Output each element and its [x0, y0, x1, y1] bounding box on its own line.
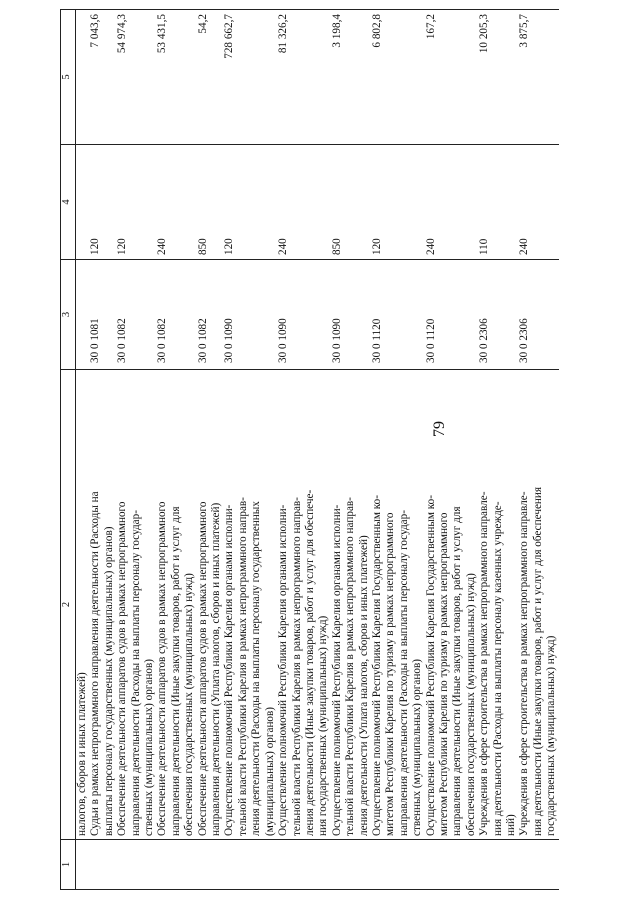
row-code-cell: 30 0 1082 [156, 260, 196, 370]
table-row [76, 10, 90, 890]
row-amount-cell: 54 974,3 [116, 10, 156, 145]
column-header: 4 [61, 145, 76, 260]
row-name-cell: Обеспечение деятельности аппаратов судов в рамках непрограммного направления деятельности (Расходы на выплаты персоналу государ- ственных (муниципальных) органов) [116, 370, 156, 840]
row-amount-cell: 53 431,5 [156, 10, 196, 145]
column-header: 3 [61, 260, 76, 370]
row-amount-cell: 3 875,7 [518, 10, 558, 145]
row-type-cell: 120 [223, 145, 277, 260]
row-code-cell: 30 0 1120 [371, 260, 425, 370]
row-code-cell: 30 0 2306 [478, 260, 518, 370]
row-code-cell: 30 0 1090 [223, 260, 277, 370]
row-type-cell: 120 [371, 145, 425, 260]
row-type-cell: 850 [331, 145, 371, 260]
row-code-cell [76, 260, 90, 370]
row-amount-cell: 3 198,4 [331, 10, 371, 145]
row-name-cell: Осуществление полномочий Республики Карелия органами исполни- тельной власти Республики Карелия в рамках непрограммного направ- ления деятельности (Уплата налогов, сборов и иных платежей) [331, 370, 371, 840]
row-name-cell: Учреждения в сфере строительства в рамках непрограммного направле- ния деятельности (Расходы на выплаты персоналу казенных учрежде- ний) [478, 370, 518, 840]
table-row [277, 10, 331, 890]
row-type-cell: 110 [478, 145, 518, 260]
row-amount-cell: 167,2 [425, 10, 479, 145]
row-amount-cell: 728 662,7 [223, 10, 277, 145]
row-type-cell: 240 [277, 145, 331, 260]
row-type-cell: 120 [116, 145, 156, 260]
table-row [156, 10, 196, 890]
row-amount-cell: 10 205,3 [478, 10, 518, 145]
row-code-cell: 30 0 1082 [116, 260, 156, 370]
row-code-cell: 30 0 1090 [277, 260, 331, 370]
column-header: 2 [61, 370, 76, 840]
row-index-cell [371, 840, 425, 890]
row-code-cell: 30 0 1081 [89, 260, 116, 370]
row-index-cell [156, 840, 196, 890]
row-amount-cell: 54,2 [197, 10, 224, 145]
column-header: 1 [61, 840, 76, 890]
table-row [89, 10, 116, 890]
budget-table [60, 9, 559, 890]
row-name-cell: Осуществление полномочий Республики Карелия органами исполни- тельной власти Республики Карелия в рамках непрограммного направ- ления деятельности (Расходы на выплаты персоналу государственных (муниципальных) органов) [223, 370, 277, 840]
row-code-cell: 30 0 1090 [331, 260, 371, 370]
table-body [76, 10, 559, 890]
row-amount-cell: 6 802,8 [371, 10, 425, 145]
row-index-cell [331, 840, 371, 890]
row-index-cell [116, 840, 156, 890]
row-type-cell: 240 [425, 145, 479, 260]
row-index-cell [478, 840, 518, 890]
row-type-cell: 850 [197, 145, 224, 260]
table-row [116, 10, 156, 890]
row-type-cell: 120 [89, 145, 116, 260]
table-row [371, 10, 425, 890]
table-row [478, 10, 518, 890]
row-type-cell [76, 145, 90, 260]
row-name-cell: Осуществление полномочий Республики Карелия Государственным ко- митетом Республики Карелия по туризму в рамках непрограммного направления деятельности (Иные закупки товаров, работ и услуг для обеспечения государственных (муниципальных) нужд) [425, 370, 479, 840]
row-type-cell: 240 [156, 145, 196, 260]
row-name-cell: Обеспечение деятельности аппаратов судов в рамках непрограммного направления деятельности (Иные закупки товаров, работ и услуг для обеспечения государственных (муниципальных) нужд) [156, 370, 196, 840]
row-code-cell: 30 0 1082 [197, 260, 224, 370]
row-index-cell [223, 840, 277, 890]
table-row [223, 10, 277, 890]
row-index-cell [518, 840, 558, 890]
table-row [197, 10, 224, 890]
row-type-cell: 240 [518, 145, 558, 260]
page-number: 79 [431, 421, 448, 437]
table-row [518, 10, 558, 890]
rotated-page [60, 10, 570, 890]
row-name-cell: Учреждения в сфере строительства в рамках непрограммного направле- ния деятельности (Иные закупки товаров, работ и услуг для обеспечения государственных (муниципальных) нужд) [518, 370, 558, 840]
row-code-cell: 30 0 1120 [425, 260, 479, 370]
row-index-cell [425, 840, 479, 890]
row-name-cell: налогов, сборов и иных платежей) [76, 370, 90, 840]
row-name-cell: Обеспечение деятельности аппаратов судов в рамках непрограммного направления деятельности (Уплата налогов, сборов и иных платежей) [197, 370, 224, 840]
row-index-cell [197, 840, 224, 890]
row-amount-cell: 81 326,2 [277, 10, 331, 145]
column-header: 5 [61, 10, 76, 145]
row-name-cell: Осуществление полномочий Республики Карелия органами исполни- тельной власти Республики Карелия в рамках непрограммного направ- ления деятельности (Иные закупки товаров, работ и услуг для обеспече- ния государственных (муниципальных) нужд) [277, 370, 331, 840]
row-amount-cell: 7 043,6 [89, 10, 116, 145]
table-header-row [61, 10, 76, 890]
table-row [425, 10, 479, 890]
row-index-cell [277, 840, 331, 890]
row-amount-cell [76, 10, 90, 145]
row-index-cell [89, 840, 116, 890]
row-code-cell: 30 0 2306 [518, 260, 558, 370]
row-name-cell: Осуществление полномочий Республики Карелия Государственным ко- митетом Республики Карелия по туризму в рамках непрограммного направления деятельности (Расходы на выплаты персоналу государ- ственных (муниципальных) органов) [371, 370, 425, 840]
table-row [331, 10, 371, 890]
row-name-cell: Судьи в рамках непрограммного направления деятельности (Расходы на выплаты персоналу государственных (муниципальных) органов) [89, 370, 116, 840]
row-index-cell [76, 840, 90, 890]
